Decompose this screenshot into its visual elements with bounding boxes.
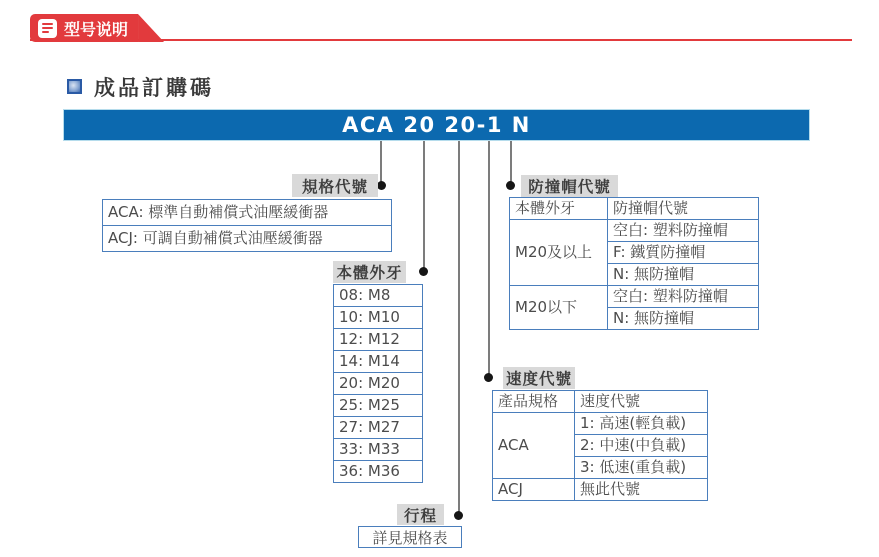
table-row: [493, 413, 708, 435]
speed-option: 2: 中速(中負載): [575, 435, 708, 457]
table-row: [334, 439, 423, 461]
speed-option: 無此代號: [575, 479, 708, 501]
table-row: [334, 417, 423, 439]
table-row: [510, 198, 759, 220]
table-row: [103, 226, 392, 252]
bullet-dot-stroke: [454, 511, 463, 520]
leader-line-speed-code: [488, 141, 490, 374]
thread-row: 36: M36: [334, 461, 423, 483]
table-row: [103, 200, 392, 226]
leader-line-spec-code: [380, 141, 382, 182]
speed-header-product: 產品規格: [493, 391, 575, 413]
thread-row: 14: M14: [334, 351, 423, 373]
thread-row: 08: M8: [334, 285, 423, 307]
table-row: [334, 461, 423, 483]
model-code-text: ACA 20 20-1 N: [342, 113, 531, 137]
speed-header-code: 速度代號: [575, 391, 708, 413]
stroke-note-box: 詳見規格表: [358, 526, 462, 548]
label-speed-code: 速度代號: [503, 367, 575, 389]
page-title: 成品訂購碼: [94, 76, 214, 100]
thread-row: 27: M27: [334, 417, 423, 439]
table-row: [510, 286, 759, 308]
cap-group-m20-below: M20以下: [510, 286, 608, 330]
speed-option: 1: 高速(輕負載): [575, 413, 708, 435]
cap-option: 空白: 塑料防撞帽: [608, 220, 759, 242]
speed-group-acj: ACJ: [493, 479, 575, 501]
table-row: [493, 479, 708, 501]
cap-header-thread: 本體外牙: [510, 198, 608, 220]
spec-row-aca: ACA: 標準自動補償式油壓緩衝器: [103, 200, 392, 226]
heading-bullet-icon: [67, 79, 82, 94]
speed-code-table: [492, 390, 708, 501]
thread-row: 33: M33: [334, 439, 423, 461]
bullet-dot-cap-code: [506, 181, 515, 190]
table-row: [334, 307, 423, 329]
table-row: [493, 391, 708, 413]
cap-group-m20-and-above: M20及以上: [510, 220, 608, 286]
table-row: [334, 351, 423, 373]
model-code-banner: [63, 109, 810, 141]
table-row: [334, 329, 423, 351]
thread-row: 25: M25: [334, 395, 423, 417]
leader-line-body-thread: [423, 141, 425, 268]
leader-line-stroke: [458, 141, 460, 512]
spec-row-acj: ACJ: 可調自動補償式油壓緩衝器: [103, 226, 392, 252]
body-thread-table: [333, 284, 423, 483]
leader-line-cap-code: [510, 141, 512, 182]
thread-row: 12: M12: [334, 329, 423, 351]
table-row: [334, 373, 423, 395]
label-spec-code: 規格代號: [292, 174, 378, 197]
bullet-dot-speed-code: [484, 373, 493, 382]
cap-option: F: 鐵質防撞帽: [608, 242, 759, 264]
cap-option: 空白: 塑料防撞帽: [608, 286, 759, 308]
speed-option: 3: 低速(重負載): [575, 457, 708, 479]
table-row: [334, 395, 423, 417]
label-body-thread: 本體外牙: [333, 261, 406, 283]
section-tab: [30, 14, 138, 42]
spec-code-table: [102, 199, 392, 252]
label-stroke: 行程: [397, 504, 444, 525]
thread-row: 10: M10: [334, 307, 423, 329]
cap-code-table: [509, 197, 759, 330]
thread-row: 20: M20: [334, 373, 423, 395]
table-row: [510, 220, 759, 242]
speed-group-aca: ACA: [493, 413, 575, 479]
section-tab-label: 型号说明: [64, 19, 129, 39]
cap-header-code: 防撞帽代號: [608, 198, 759, 220]
table-row: [334, 285, 423, 307]
cap-option: N: 無防撞帽: [608, 308, 759, 330]
label-cap-code: 防撞帽代號: [521, 175, 618, 197]
document-icon: [38, 19, 57, 38]
cap-option: N: 無防撞帽: [608, 264, 759, 286]
bullet-dot-body-thread: [419, 267, 428, 276]
bullet-dot-spec-code: [377, 181, 386, 190]
